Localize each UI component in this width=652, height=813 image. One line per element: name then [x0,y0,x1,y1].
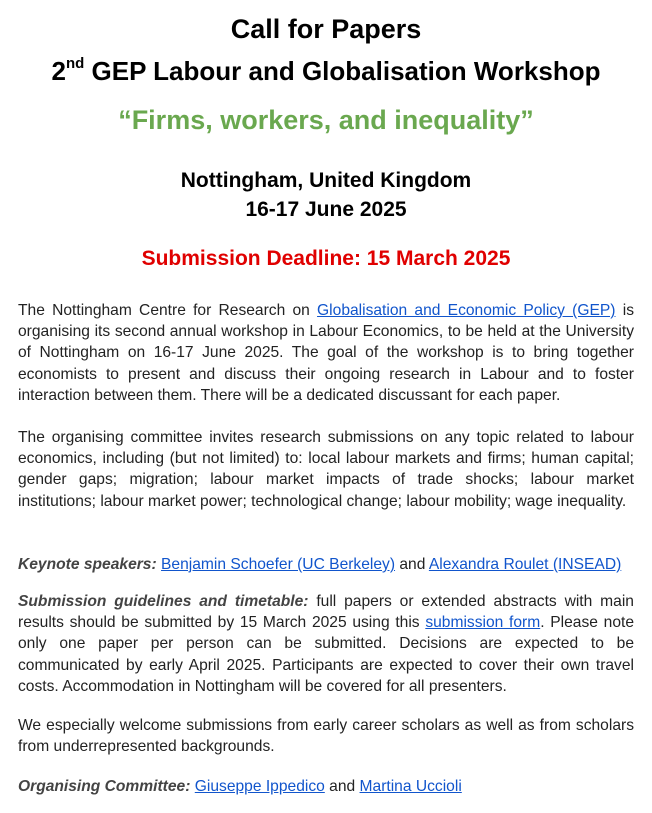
workshop-location: Nottingham, United Kingdom [180,169,472,192]
keynote-paragraph [18,554,634,575]
guidelines-text-start: full papers or extended abstracts with main results should be submitted by 15 March 2025 using this [18,593,634,632]
intro-text-end: is organising its second annual workshop in Labour Economics, to be held at the University of Nottingham on 16-17 June 2025. The goal of the workshop is to bring together economists to present and discuss their ongoing research in Labour and to foster interaction between them. There will be a dedicated discussant for each paper. [18,302,634,404]
keynote-speaker-link-roulet[interactable]: Alexandra Roulet (INSEAD) [428,556,622,573]
workshop-ordinal-suffix: nd [65,55,85,73]
welcome-paragraph: We especially welcome submissions from early career scholars as well as from scholars from underrepresented backgrounds. [18,717,634,756]
intro-paragraph [18,300,634,406]
guidelines-label: Submission guidelines and timetable: [18,593,309,610]
committee-connector: and [329,778,356,795]
committee-member-link-ippedico[interactable]: Giuseppe Ippedico [194,778,325,795]
keynote-label: Keynote speakers: [18,556,157,573]
workshop-title [0,54,652,88]
topics-paragraph: The organising committee invites research submissions on any topic related to labour economics, including (but not limited) to: local labour markets and firms; human capital; gender gaps; migration; labour market impacts of trade shocks; labour market institutions; labour market power; technological change; labour mobility; wage inequality. [18,429,634,510]
submission-deadline: Submission Deadline: 15 March 2025 [141,247,511,270]
workshop-ordinal-number: 2 [51,56,66,86]
keynote-speaker-link-schoefer[interactable]: Benjamin Schoefer (UC Berkeley) [161,556,396,573]
submission-form-link[interactable]: submission form [425,614,541,632]
guidelines-paragraph [18,591,634,697]
workshop-name: GEP Labour and Globalisation Workshop [91,56,601,86]
workshop-dates: 16-17 June 2025 [245,198,407,221]
committee-paragraph [18,776,634,797]
workshop-theme: “Firms, workers, and inequality” [118,105,534,135]
keynote-connector: and [399,556,426,573]
guidelines-text-end: . Please note only one paper per person can be submitted. Decisions are expected to be communicated by early April 2025. Participants are expected to cover their own travel costs. Accommodation in Nottingham will be covered for all presenters. [18,614,635,695]
committee-member-link-uccioli[interactable]: Martina Uccioli [359,778,462,795]
intro-text-start: The Nottingham Centre for Research on [18,302,318,319]
committee-label: Organising Committee: [18,778,191,795]
gep-link[interactable]: Globalisation and Economic Policy (GEP) [317,302,616,319]
page-title: Call for Papers [230,14,422,44]
